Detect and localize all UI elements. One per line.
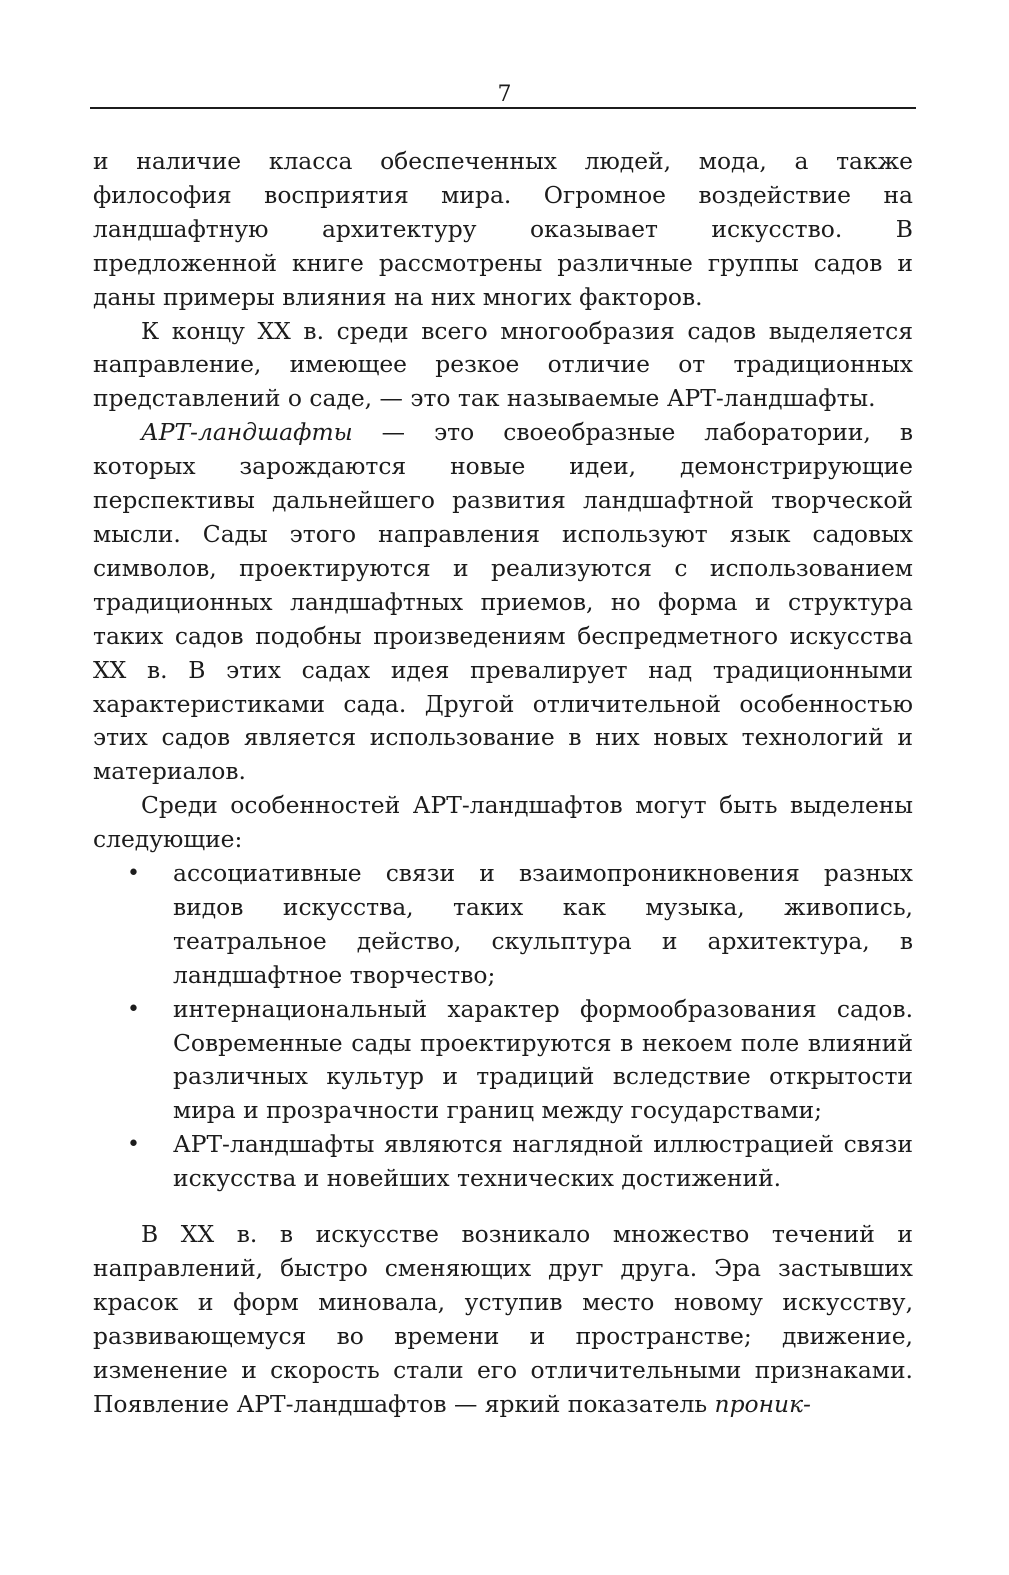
list-item bbox=[127, 857, 913, 993]
header-rule bbox=[90, 107, 916, 109]
list-item-text: интернациональный характер формообразования садов. Современные сады проектируются в некоем поле влияний различных культур и традиций вследствие открытости мира и прозрачности границ между государствами; bbox=[173, 994, 913, 1125]
defined-term: АРТ-ландшафты bbox=[141, 418, 353, 447]
page-text bbox=[93, 145, 913, 1422]
bullet-marker: • bbox=[127, 1132, 140, 1158]
page-number: 7 bbox=[497, 82, 512, 107]
paragraph-continuation: и наличие класса обеспеченных людей, мода, а также философия восприятия мира. Огромное воздействие на ландшафтную архитектуру оказывает искусство. В предложенной книге рассмотрены различные группы садов и даны примеры влияния на них многих факторов. bbox=[93, 147, 913, 311]
list-item bbox=[127, 1128, 913, 1196]
definition-text: — это своеобразные лаборатории, в которых зарождаются новые идеи, демонстрирующие перспективы дальнейшего развития ландшафтной творческой мысли. Сады этого направления используют язык садовых символов, проектируются и реализуются с использованием традиционных ландшафтных приемов, но форма и структура таких садов подобны произведениям беспредметного искусства XX в. В этих садах идея превалирует над традиционными характеристиками сада. Другой отличительной особенностью этих садов является использование в них новых технологий и материалов. bbox=[93, 418, 913, 786]
closing-text: В XX в. в искусстве возникало множество течений и направлений, быстро сменяющих друг друга. Эра застывших красок и форм миновала, уступив место новому искусству, развивающемуся во времени и пространстве; движение, изменение и скорость стали его отличительными признаками. Появление АРТ-ландшафтов — яркий показатель bbox=[93, 1220, 913, 1418]
list-item-text: АРТ-ландшафты являются наглядной иллюстрацией связи искусства и новейших технических достижений. bbox=[173, 1130, 913, 1193]
bullet-marker: • bbox=[127, 996, 140, 1022]
paragraph-art-landscapes-intro: К концу XX в. среди всего многообразия садов выделяется направление, имеющее резкое отличие от традиционных представлений о саде, — это так называемые АРТ-ландшафты. bbox=[93, 316, 913, 413]
paragraph-art-landscapes-definition bbox=[93, 416, 913, 789]
closing-emphasis: проник- bbox=[714, 1389, 811, 1418]
paragraph-20th-century-art bbox=[93, 1218, 913, 1421]
paragraph-features-lead: Среди особенностей АРТ-ландшафтов могут быть выделены следующие: bbox=[93, 791, 913, 854]
features-list bbox=[93, 857, 913, 1196]
bullet-marker: • bbox=[127, 861, 140, 887]
list-item-text: ассоциативные связи и взаимопроникновения разных видов искусства, таких как музыка, живопись, театральное действо, скульптура и архитектура, в ландшафтное творчество; bbox=[173, 859, 913, 989]
list-item bbox=[127, 993, 913, 1129]
